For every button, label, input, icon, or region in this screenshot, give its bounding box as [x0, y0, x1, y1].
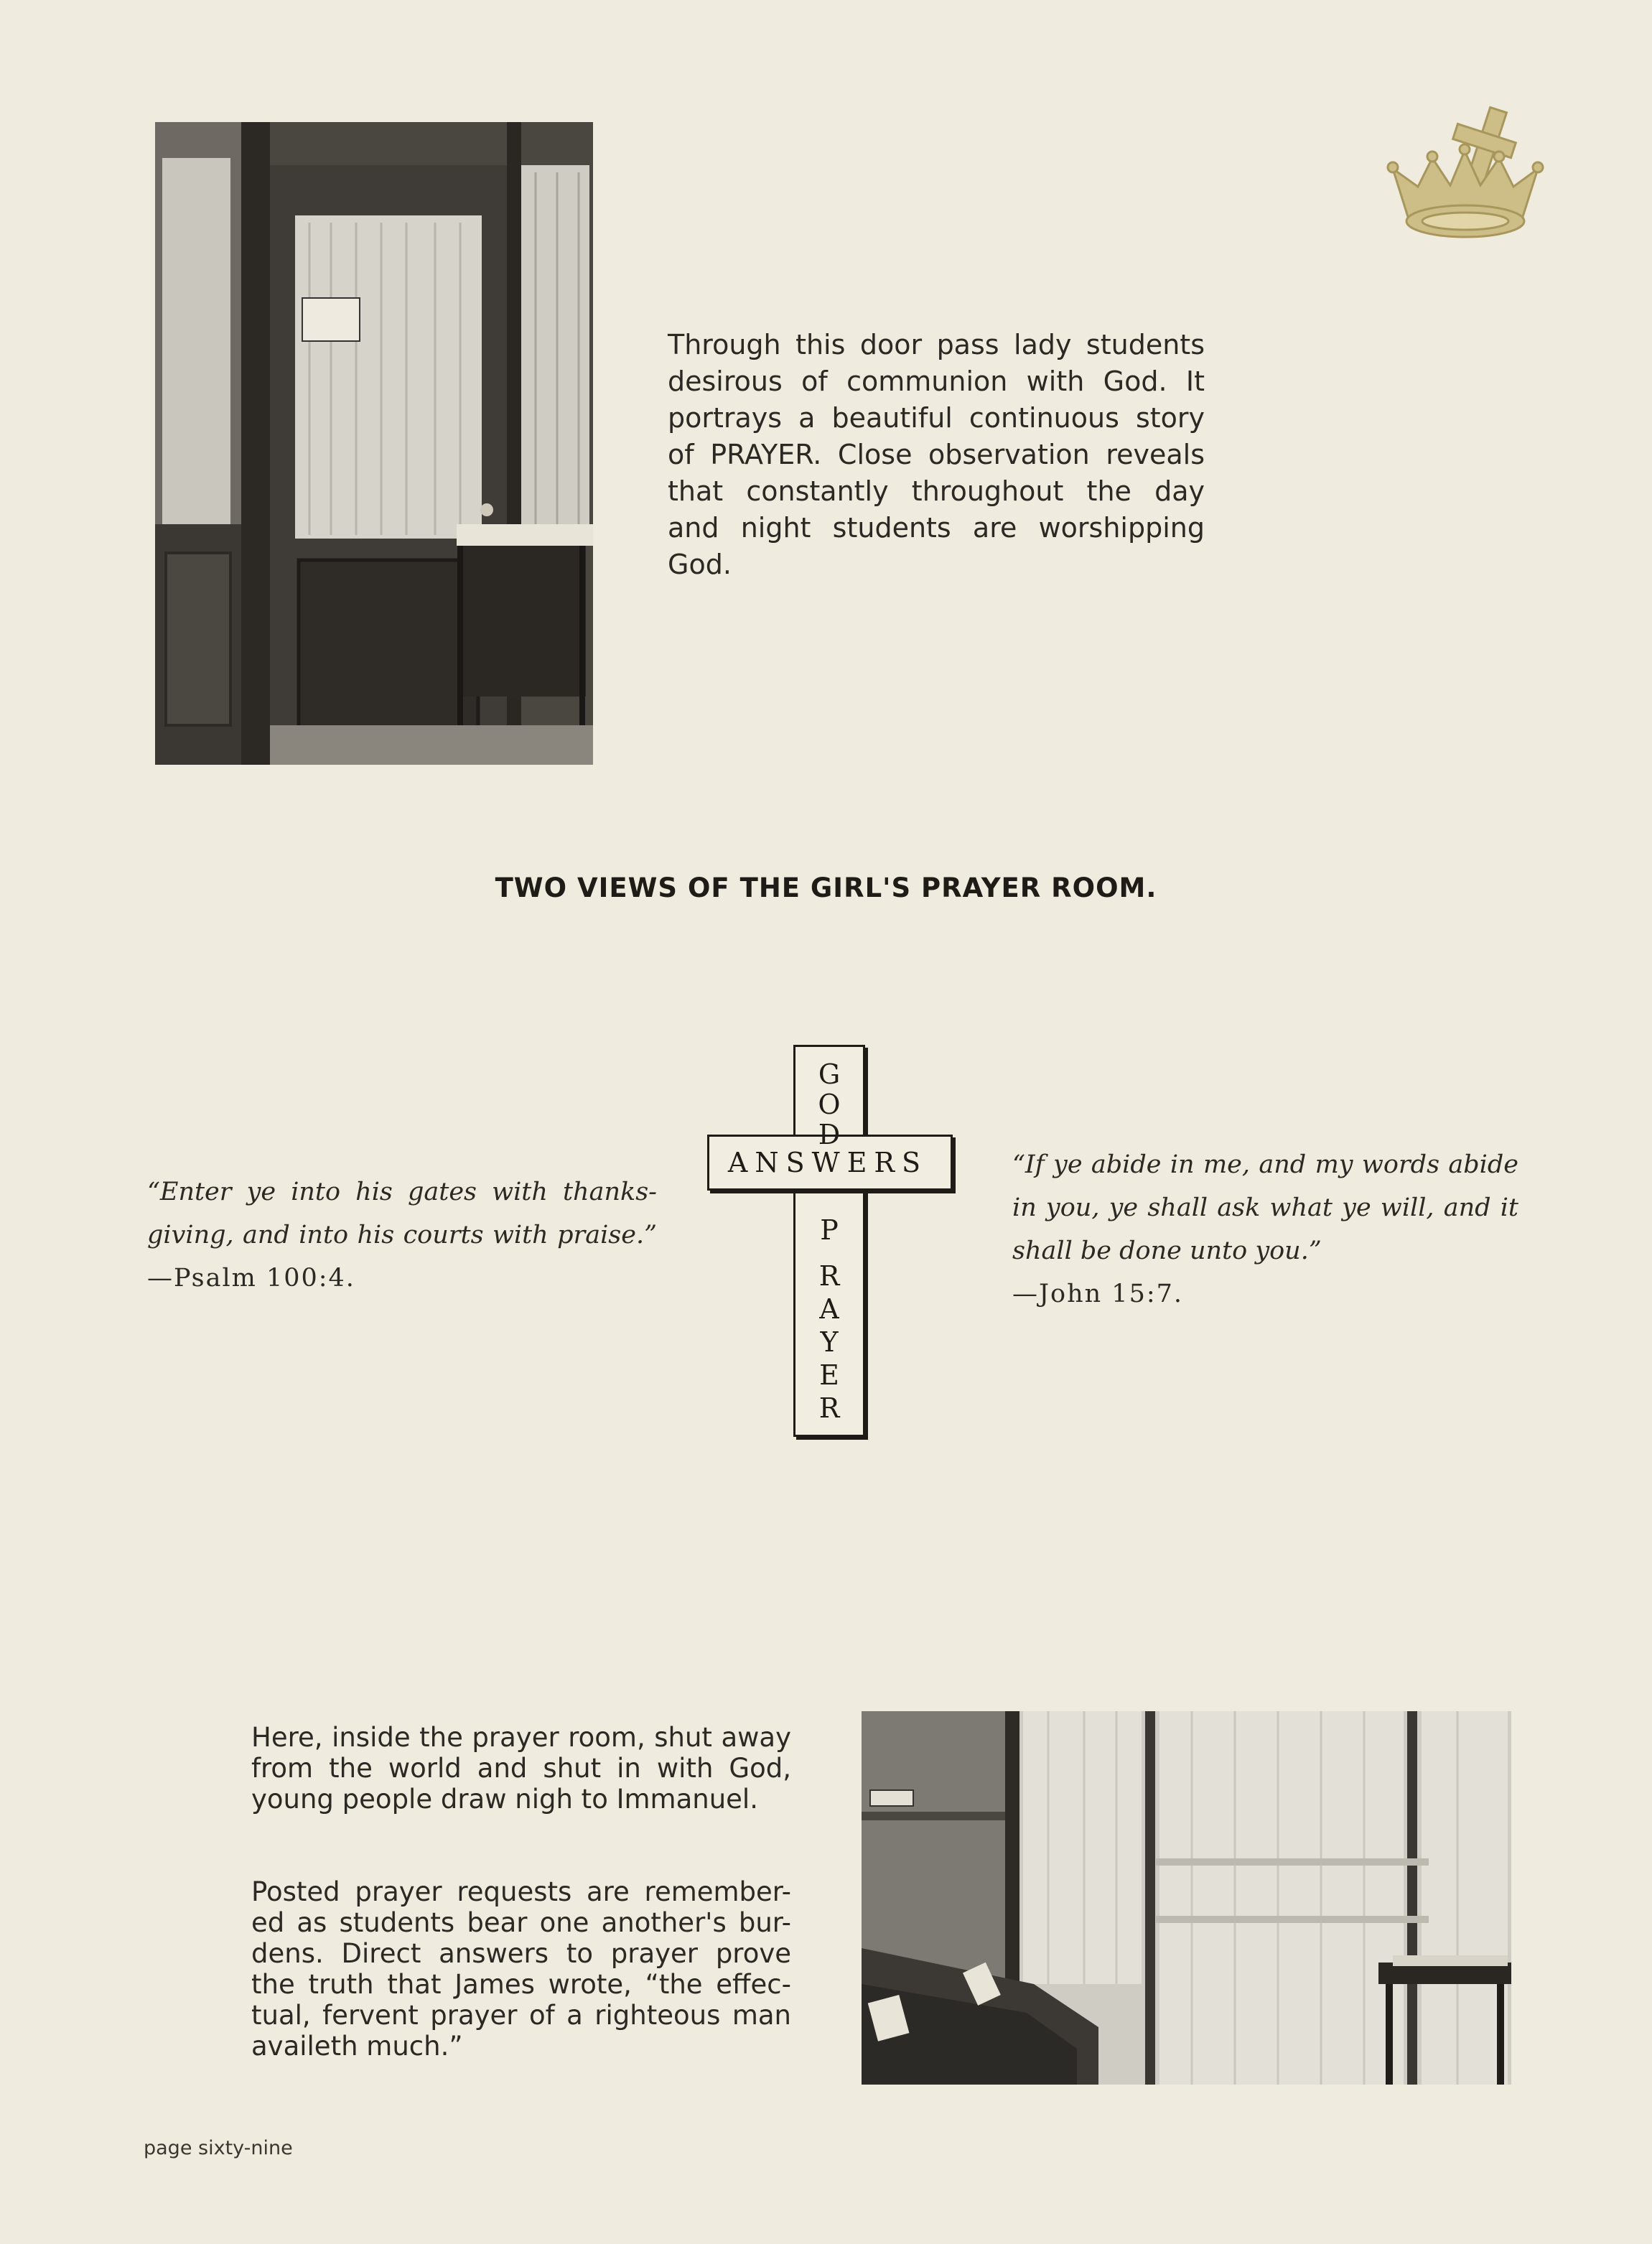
- prayer-requests-paragraph: Posted prayer requests are remember-ed as students bear one another's bur-dens. Direct answers to prayer prove the truth that James wrote, “the effec-tual, fervent prayer of a righteous man availeth much.”: [251, 1876, 791, 2062]
- cross-word-answers: ANSWERS: [727, 1147, 928, 1178]
- verse-psalm: [147, 1170, 657, 1300]
- cross-word-god: G O D: [818, 1058, 841, 1150]
- crown-and-cross-icon: [1378, 101, 1551, 251]
- intro-paragraph: Through this door pass lady students desirous of communion with God. It portrays a beautiful continuous story of PRAYER. Close observation reveals that constantly throughout the day and night students are worshipping God.: [668, 329, 1205, 580]
- prayer-room-paragraph: Here, inside the prayer room, shut away from the world and shut in with God, young people draw nigh to Immanuel.: [251, 1722, 791, 1815]
- cross-word-prayer: P R A Y E R: [818, 1214, 840, 1424]
- verse-john-ref: —John 15:7.: [1012, 1280, 1184, 1308]
- page-caption: TWO VIEWS OF THE GIRL'S PRAYER ROOM.: [495, 872, 1157, 903]
- verse-john: [1012, 1143, 1518, 1316]
- prayer-room-door-photo: [155, 122, 593, 765]
- verse-psalm-ref: —Psalm 100:4.: [147, 1264, 355, 1293]
- verse-john-text: “If ye abide in me, and my words abide in you, ye shall ask what ye will, and it shall be done unto you.”: [1012, 1150, 1518, 1265]
- page-number: page sixty-nine: [144, 2137, 293, 2159]
- verse-psalm-text: “Enter ye into his gates with thanks-giving, and into his courts with praise.”: [147, 1178, 657, 1249]
- prayer-room-interior-photo: [862, 1711, 1511, 2085]
- cross-acrostic: [700, 1045, 958, 1436]
